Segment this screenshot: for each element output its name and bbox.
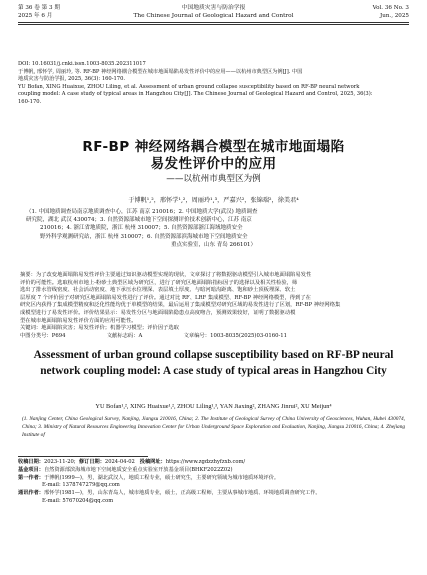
online-url[interactable]: https://www.zgdzzhyfzxb.com/ xyxy=(165,459,246,465)
footnotes xyxy=(18,459,409,506)
doi: DOI: 10.16031/j.cnki.issn.1003-8035.202311017 xyxy=(18,61,146,67)
journal-name-cn: 中国地质灾害与防治学报 xyxy=(181,5,246,11)
affiliations-cn xyxy=(26,208,401,249)
running-header-volume xyxy=(373,5,409,20)
corresponding-author-line xyxy=(18,490,409,498)
header-rule-thin xyxy=(18,24,409,25)
abstract-line: 层厚度 7 个评价因子对研究区地面塌陷易发性进行了评价。通过对比 RF、LRF 集成模型、RF-BP 神经网络模型，得到了在 xyxy=(20,294,311,301)
footnote-rule xyxy=(18,456,148,457)
fund-line xyxy=(18,467,409,475)
date-en: Jun., 2025 xyxy=(379,12,409,19)
affiliation-cn-line: 重点实验室，山东 青岛 266101） xyxy=(171,241,256,248)
first-author-label: 第一作者： xyxy=(18,474,44,481)
corresponding-author-label: 通讯作者： xyxy=(18,490,44,497)
abstract-line: 评价的可能性。选取杭州市地上-粉砂土典型区域为研究区，进行了研究区地面塌陷指标因子的选择以及相关性检验，筛 xyxy=(20,279,298,286)
fund-label: 基金项目： xyxy=(18,466,44,473)
header-rule xyxy=(18,22,409,23)
abstract-line: 选出了排水管线密度、社会活动密度、地下承压水位埋深、表层填土厚度、与暗河暗沟距离、饱和砂土顶板埋深、软土 xyxy=(20,287,296,294)
citation-en-line3: 160-170. xyxy=(18,98,42,105)
title-en: Assessment of urban ground collapse susceptibility based on RF-BP neural network coupling model: A case study of typical areas in Hangzhou City xyxy=(33,349,394,377)
volume-en: Vol. 36 No. 3 xyxy=(372,5,409,11)
citation-cn-line2: 地质灾害与防治学报, 2025, 36(3): 160-170. xyxy=(18,76,126,83)
first-author-email[interactable]: E-mail: 1378747279@qq.com xyxy=(42,482,120,489)
article-number: 文章编号：1003-8035(2025)03-0160-11 xyxy=(183,332,287,339)
affiliation-cn-line: 210016；4. 浙江省地质院，浙江 杭州 310007；5. 自然资源部浙江海域地质安全 xyxy=(40,225,243,232)
received-label: 收稿日期： xyxy=(18,459,44,465)
affiliation-cn-line: 野外科学观测研究站，浙江 杭州 310007；6. 自然资源部滨海城市地下空间地质安全 xyxy=(40,233,248,240)
received-date: 2023-11-20; xyxy=(43,459,76,465)
affiliations-en: (1. Nanjing Center, China Geological Survey, Nanjing, Jiangsu 210016, China; 2. The Institute of Geological Survey of China University of Geosciences, Wuhan, Hubei 430074, China; 3. Ministry of Natural Resources Engineering Innovation Center for Urban Underground Space Exploration and Evaluation, Nanjing, Jiangsu 210016, China; 4. Zhejiang Institute of xyxy=(22,416,405,438)
citation-block xyxy=(18,61,409,107)
authors-cn: 于博帆¹,²，邢怀学¹,²，周丽玲¹,³，严嘉兴²，张锦瑞²，徐美君⁴ xyxy=(128,197,299,204)
journal-name-en: The Chinese Journal of Geological Hazard and Control xyxy=(133,12,294,19)
abstract-cn xyxy=(20,272,407,340)
classification-line xyxy=(20,333,407,341)
corresponding-author-text: 邢怀学(1981—)，男，山东青岛人，城市地质专业，硕士，正高级工程师，主要从事城市地质、环境地质调查研究工作。 xyxy=(43,490,321,497)
abstract-line: 型在城市地面塌陷易发性评价方面的应用可能性。 xyxy=(20,317,137,324)
abstract-line: 成模型进行了易发性评价。评价结果显示：易发性分区与地面塌陷隐患点高度吻合，预测效果较好，证明了数据驱动模 xyxy=(20,309,296,316)
title-cn-line2: 易发性评价中的应用 xyxy=(150,156,277,172)
keywords-cn: 关键词：地面塌陷灾害；易发性评价；机器学习模型；评价因子选取 xyxy=(20,325,179,332)
first-author-text: 于博帆(1999—)，男，湖北武汉人，地质工程专业，硕士研究生，主要研究领域为城市地质环境评价。 xyxy=(43,474,280,481)
fund-text: 自然资源部滨海城市地下空间地质安全重点实验室开放基金项目(BHKF2022Z02) xyxy=(43,466,233,473)
issue-date: 2025 年 6 月 xyxy=(18,12,53,19)
subtitle-cn: ——以杭州市典型区为例 xyxy=(166,174,261,184)
corresponding-author-email[interactable]: E-mail: 57670204@qq.com xyxy=(42,497,114,504)
document-code: 文献标志码：A xyxy=(106,332,143,339)
affiliation-cn-line: （1. 中国地质调查局南京地质调查中心，江苏 南京 210016；2. 中国地质大学(武汉) 地质调查 xyxy=(26,209,258,215)
abstract-line: 研究区内获得了集成模型精度和泛化性能均优于单模型的结果，最后运用了集成模型对研究区域的易发性进行了区划，RF-BP 神经网络集 xyxy=(20,302,341,309)
affiliation-cn-line: 研究院，湖北 武汉 430074；3. 自然资源部城市地下空间探测评价技术创新中心，江苏 南京 xyxy=(26,217,252,224)
revised-label: 修订日期： xyxy=(78,459,105,465)
revised-date: 2024-04-02 xyxy=(104,459,135,465)
title-cn-line1: RF-BP 神经网络耦合模型在城市地面塌陷 xyxy=(82,139,345,155)
authors-en: YU Bofan¹,², XING Huaixue¹,², ZHOU Liling¹,³, YAN Jiaxing², ZHANG Jinrui², XU Meijun⁴ xyxy=(95,403,332,410)
online-label: 投稿网址： xyxy=(139,459,166,465)
volume-issue: 第 36 卷 第 3 期 xyxy=(18,5,60,11)
running-header-journal xyxy=(0,5,427,20)
dates-line xyxy=(18,459,409,467)
citation-en-line2: coupling model: A case study of typical areas in Hangzhou City[J]. The Chinese Journal of Geological Hazard and Control, 2025, 36(3): xyxy=(18,91,373,98)
citation-cn-line1: 于博帆, 邢怀学, 周丽玲, 等. RF-BP 神经网络耦合模型在城市地面塌陷易发性评价中的应用——以杭州市典型区为例[J]. 中国 xyxy=(18,68,303,75)
abstract-line: 摘要：为了改变地面塌陷易发性评价主要通过知识驱动模型实现的现状，文章探讨了将数据驱动模型引入城市地面塌陷易发性 xyxy=(20,272,312,278)
citation-en-line1: YU Bofan, XING Huaixue, ZHOU Liling, et al. Assessment of urban ground collapse susceptibility based on RF-BP neural network xyxy=(18,83,360,90)
clc-number: 中图分类号：P694 xyxy=(20,332,66,339)
